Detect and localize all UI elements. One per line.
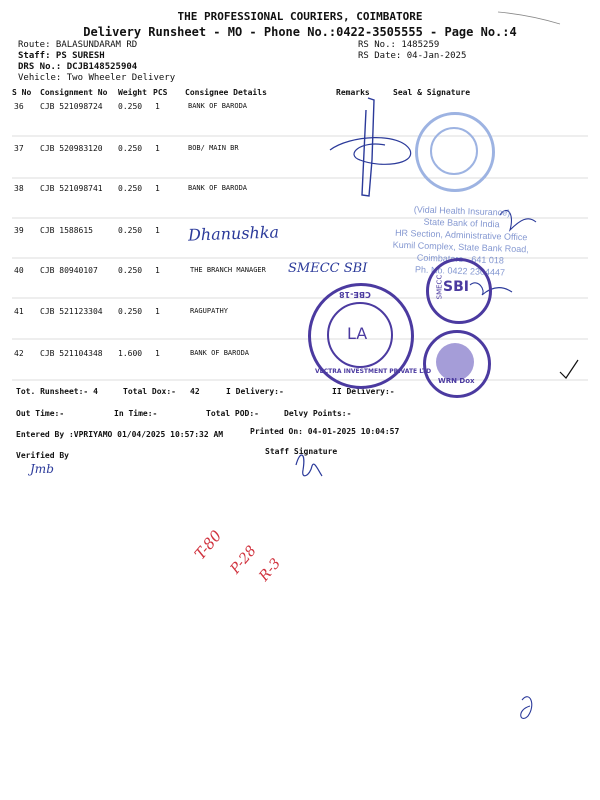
total-pod: Total POD:- [206, 409, 259, 418]
staff: Staff: PS SURESH [18, 51, 105, 61]
col-consignee: Consignee Details [185, 88, 267, 97]
cell-sno: 37 [14, 144, 24, 153]
cell-sno: 38 [14, 184, 24, 193]
rs-date: RS Date: 04-Jan-2025 [358, 51, 467, 61]
staff-signature-label: Staff Signature [265, 447, 338, 456]
cell-consignee: THE BRANCH MANAGER [190, 266, 266, 274]
cell-consignment: CJB 80940107 [40, 266, 98, 275]
col-seal-signature: Seal & Signature [393, 88, 471, 97]
ii-delivery: II Delivery:- [332, 387, 395, 396]
cell-weight: 0.250 [118, 102, 143, 111]
cell-consignee: BANK OF BARODA [190, 349, 250, 357]
red-note-2: P-28 [227, 542, 260, 578]
sbi-stamp-line: (Vidal Health Insurance) [413, 204, 511, 218]
cell-consignment: CJB 521123304 [40, 307, 103, 316]
cell-weight: 0.250 [118, 184, 143, 193]
sbi-stamp-line: Coimbatore - 641 018 [416, 252, 505, 266]
cell-consignment: CJB 521104348 [40, 349, 103, 358]
cell-weight: 1.600 [118, 349, 143, 358]
cell-pcs: 1 [155, 307, 160, 316]
route: Route: BALASUNDARAM RD [18, 40, 138, 50]
right-round-seal-emblem [436, 343, 474, 381]
cell-consignee: BANK OF BARODA [188, 102, 248, 110]
rs-number: RS No.: 1485259 [358, 40, 440, 50]
verified-by: Verified By [16, 451, 69, 460]
header-scratch [498, 12, 560, 24]
cell-weight: 0.250 [118, 266, 143, 275]
verified-initials: Jmb [30, 462, 54, 476]
round-seal-text: VECTRA INVESTMENT PRIVATE LTD [315, 368, 432, 375]
page-corner-scribble [521, 697, 532, 719]
cell-consignment: CJB 521098724 [40, 102, 103, 111]
col-consignment: Consignment No [40, 88, 108, 97]
cell-pcs: 1 [155, 102, 160, 111]
staff-signature-scribble [296, 455, 322, 476]
checkmark-stroke [560, 360, 578, 378]
cell-consignee: BANK OF BARODA [188, 184, 248, 192]
red-note-1: T-80 [190, 526, 226, 564]
sbi-stamp-line: Ph. No. 0422 2304447 [414, 264, 506, 278]
handwritten-name-row40: SMECC SBI [288, 261, 368, 276]
handwritten-name-row39: Dhanushka [187, 222, 280, 245]
total-dox: Total Dox:- [123, 387, 176, 396]
cell-pcs: 1 [155, 349, 160, 358]
printed-on: Printed On: 04-01-2025 10:04:57 [250, 427, 400, 436]
cell-pcs: 1 [155, 226, 160, 235]
round-stamp-inner [430, 127, 478, 175]
sbi-stamp-line: State Bank of India [423, 216, 500, 230]
delvy-points: Delvy Points:- [284, 409, 352, 418]
col-pcs: PCS [153, 88, 168, 97]
sbi-logo-text: SBI [443, 279, 469, 295]
cell-consignee: RAGUPATHY [190, 307, 228, 315]
round-seal-mark: LA [347, 324, 368, 343]
cell-pcs: 1 [155, 184, 160, 193]
company-round-seal [308, 283, 432, 389]
company-title: THE PROFESSIONAL COURIERS, COIMBATORE [177, 10, 423, 23]
col-sno: S No [12, 88, 32, 97]
in-time: In Time:- [114, 409, 158, 418]
cell-weight: 0.250 [118, 144, 143, 153]
col-weight: Weight [118, 88, 147, 97]
col-remarks: Remarks [336, 88, 370, 97]
round-stamp-light [415, 112, 495, 192]
vehicle: Vehicle: Two Wheeler Delivery [18, 73, 176, 83]
sbi-logo-stamp [426, 258, 492, 324]
sbi-side-text: SMECC [435, 274, 444, 300]
cell-sno: 40 [14, 266, 24, 275]
entered-by: Entered By :VPRIYAMO 01/04/2025 10:57:32 AM [16, 430, 224, 439]
total-dox-value: 42 [190, 387, 200, 396]
drs-number: DRS No.: DCJB148525904 [18, 62, 138, 72]
cell-consignee: BOB/ MAIN BR [188, 144, 239, 152]
cell-pcs: 1 [155, 266, 160, 275]
red-note-3: R-3 [256, 555, 284, 585]
cell-weight: 0.250 [118, 226, 143, 235]
out-time: Out Time:- [16, 409, 65, 418]
right-seal-text: WRN Dox [438, 377, 475, 385]
cell-sno: 36 [14, 102, 24, 111]
cell-sno: 42 [14, 349, 24, 358]
right-round-seal [423, 330, 491, 398]
round-seal-code: CBE-18 [339, 290, 371, 299]
cell-consignment: CJB 520983120 [40, 144, 103, 153]
cell-pcs: 1 [155, 144, 160, 153]
i-delivery: I Delivery:- [226, 387, 284, 396]
sbi-stamp-line: HR Section, Administrative Office [394, 227, 528, 243]
tot-runsheet: Tot. Runsheet:- 4 [16, 387, 98, 396]
remarks-signature-stroke [362, 98, 374, 196]
loop-signature [330, 138, 411, 165]
runsheet-subtitle: Delivery Runsheet - MO - Phone No.:0422-3505555 - Page No.:4 [83, 25, 517, 39]
cell-consignment: CJB 521098741 [40, 184, 103, 193]
cell-sno: 41 [14, 307, 24, 316]
cell-sno: 39 [14, 226, 24, 235]
cell-consignment: CJB 1588615 [40, 226, 93, 235]
sbi-stamp-line: Kumil Complex, State Bank Road, [392, 239, 529, 255]
cell-weight: 0.250 [118, 307, 143, 316]
